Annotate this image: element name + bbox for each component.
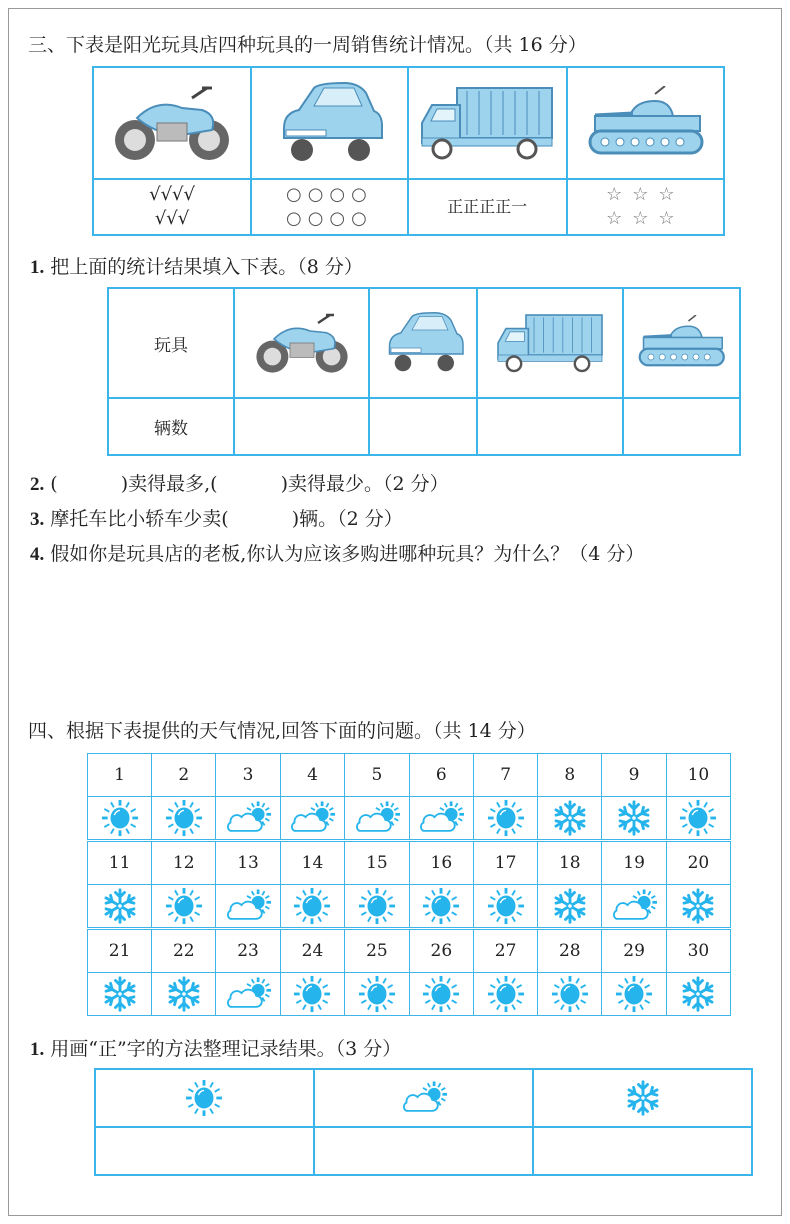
day-number: 6 bbox=[409, 754, 473, 797]
day-number: 17 bbox=[474, 841, 538, 885]
day-number-row bbox=[88, 929, 731, 973]
day-number: 9 bbox=[602, 754, 666, 797]
day-number: 2 bbox=[152, 754, 216, 797]
question-text: 摩托车比小轿车少卖( )辆。（2 分） bbox=[50, 508, 403, 530]
tank-count-cell[interactable] bbox=[623, 398, 740, 455]
sunny-icon bbox=[95, 1069, 314, 1127]
truck-image bbox=[408, 67, 567, 179]
weather-icon-row bbox=[88, 885, 731, 929]
sunny-tally-cell[interactable] bbox=[95, 1127, 314, 1175]
sunny-icon bbox=[280, 973, 344, 1016]
motorcycle-image bbox=[234, 288, 369, 398]
question-number: 2. bbox=[30, 474, 45, 495]
snow-tally-cell[interactable] bbox=[533, 1127, 752, 1175]
day-number: 16 bbox=[409, 841, 473, 885]
day-number: 1 bbox=[88, 754, 152, 797]
day-number: 27 bbox=[474, 929, 538, 973]
day-number: 24 bbox=[280, 929, 344, 973]
day-number: 7 bbox=[474, 754, 538, 797]
tank-tally bbox=[567, 179, 724, 235]
moto-illustration bbox=[94, 78, 250, 168]
day-number: 21 bbox=[88, 929, 152, 973]
tally-line: √√√ bbox=[154, 208, 190, 229]
day-number: 13 bbox=[216, 841, 280, 885]
day-number: 5 bbox=[345, 754, 409, 797]
day-number: 30 bbox=[666, 929, 730, 973]
cloudy-icon bbox=[314, 1069, 533, 1127]
toy-label: 玩具 bbox=[108, 288, 234, 398]
sunny-icon bbox=[345, 973, 409, 1016]
question-3-4 bbox=[30, 539, 644, 566]
car-image bbox=[369, 288, 477, 398]
day-number: 3 bbox=[216, 754, 280, 797]
question-text: 用画“正”字的方法整理记录结果。（3 分） bbox=[50, 1038, 402, 1060]
sunny-icon bbox=[474, 973, 538, 1016]
snow-icon bbox=[88, 973, 152, 1016]
weather-icon-row bbox=[88, 797, 731, 841]
day-number: 10 bbox=[666, 754, 730, 797]
moto-illustration bbox=[235, 307, 368, 379]
tally-line: 正正正正一 bbox=[447, 197, 528, 216]
cloudy-tally-cell[interactable] bbox=[314, 1127, 533, 1175]
sunny-icon bbox=[409, 973, 473, 1016]
day-number: 20 bbox=[666, 841, 730, 885]
tally-line: ☆☆☆ bbox=[606, 184, 685, 205]
section4-title: 四、根据下表提供的天气情况,回答下面的问题。（共 14 分） bbox=[28, 720, 536, 742]
count-label: 辆数 bbox=[108, 398, 234, 455]
truck-image bbox=[477, 288, 622, 398]
sunny-icon bbox=[345, 885, 409, 929]
snow-icon bbox=[538, 797, 602, 841]
question-text: ( )卖得最多,( )卖得最少。（2 分） bbox=[50, 473, 449, 495]
day-number-row bbox=[88, 841, 731, 885]
motorcycle-image bbox=[93, 67, 251, 179]
truck-illustration bbox=[409, 83, 566, 163]
question-number: 1. bbox=[30, 257, 45, 278]
motorcycle-count-cell[interactable] bbox=[234, 398, 369, 455]
tank-image bbox=[567, 67, 724, 179]
question-number: 3. bbox=[30, 509, 45, 530]
tally-line: √√√√ bbox=[149, 184, 195, 205]
record-header-row bbox=[95, 1069, 752, 1127]
sales-count-table bbox=[107, 287, 741, 456]
question-text: 把上面的统计结果填入下表。（8 分） bbox=[50, 256, 363, 278]
day-number: 22 bbox=[152, 929, 216, 973]
day-number: 25 bbox=[345, 929, 409, 973]
truck-illustration bbox=[478, 311, 621, 375]
tally-line: ○○○○ bbox=[286, 208, 373, 229]
sunny-icon bbox=[538, 973, 602, 1016]
snow-icon bbox=[602, 797, 666, 841]
question-number: 4. bbox=[30, 544, 45, 565]
section3-title: 三、下表是阳光玩具店四种玩具的一周销售统计情况。（共 16 分） bbox=[28, 34, 587, 56]
sunny-icon bbox=[152, 885, 216, 929]
cloudy-icon bbox=[216, 973, 280, 1016]
sunny-icon bbox=[152, 797, 216, 841]
question-3-3 bbox=[30, 504, 403, 531]
weather-icon-row bbox=[88, 973, 731, 1016]
sunny-icon bbox=[409, 885, 473, 929]
day-number: 12 bbox=[152, 841, 216, 885]
cloudy-icon bbox=[280, 797, 344, 841]
day-number-row bbox=[88, 754, 731, 797]
day-number: 26 bbox=[409, 929, 473, 973]
sunny-icon bbox=[666, 797, 730, 841]
weather-record-table bbox=[94, 1068, 753, 1176]
tank-illustration bbox=[624, 315, 739, 371]
record-answer-row bbox=[95, 1127, 752, 1175]
cloudy-icon bbox=[216, 797, 280, 841]
cloudy-icon bbox=[216, 885, 280, 929]
tank-illustration bbox=[568, 86, 723, 161]
tank-image bbox=[623, 288, 740, 398]
truck-count-cell[interactable] bbox=[477, 398, 622, 455]
day-number: 19 bbox=[602, 841, 666, 885]
motorcycle-tally bbox=[93, 179, 251, 235]
tally-line: ○○○○ bbox=[286, 184, 373, 205]
snow-icon bbox=[538, 885, 602, 929]
sunny-icon bbox=[474, 797, 538, 841]
car-illustration bbox=[252, 78, 407, 168]
tally-line: ☆☆☆ bbox=[606, 208, 685, 229]
sunny-icon bbox=[602, 973, 666, 1016]
sunny-icon bbox=[88, 797, 152, 841]
truck-tally bbox=[408, 179, 567, 235]
snow-icon bbox=[88, 885, 152, 929]
car-tally bbox=[251, 179, 408, 235]
day-number: 4 bbox=[280, 754, 344, 797]
snow-icon bbox=[666, 973, 730, 1016]
day-number: 23 bbox=[216, 929, 280, 973]
day-number: 11 bbox=[88, 841, 152, 885]
cloudy-icon bbox=[409, 797, 473, 841]
sales-tally-table bbox=[92, 66, 725, 236]
day-number: 15 bbox=[345, 841, 409, 885]
question-3-2 bbox=[30, 469, 449, 496]
day-number: 18 bbox=[538, 841, 602, 885]
day-number: 29 bbox=[602, 929, 666, 973]
question-number: 1. bbox=[30, 1039, 45, 1060]
question-4-1 bbox=[30, 1034, 401, 1061]
day-number: 28 bbox=[538, 929, 602, 973]
cloudy-icon bbox=[345, 797, 409, 841]
car-illustration bbox=[370, 309, 476, 377]
car-image bbox=[251, 67, 408, 179]
day-number: 8 bbox=[538, 754, 602, 797]
car-count-cell[interactable] bbox=[369, 398, 477, 455]
sunny-icon bbox=[474, 885, 538, 929]
snow-icon bbox=[533, 1069, 752, 1127]
question-text: 假如你是玩具店的老板,你认为应该多购进哪种玩具？为什么？（4 分） bbox=[50, 543, 645, 565]
question-3-1 bbox=[30, 252, 363, 279]
cloudy-icon bbox=[602, 885, 666, 929]
sunny-icon bbox=[280, 885, 344, 929]
snow-icon bbox=[152, 973, 216, 1016]
day-number: 14 bbox=[280, 841, 344, 885]
weather-table bbox=[87, 753, 731, 1016]
snow-icon bbox=[666, 885, 730, 929]
